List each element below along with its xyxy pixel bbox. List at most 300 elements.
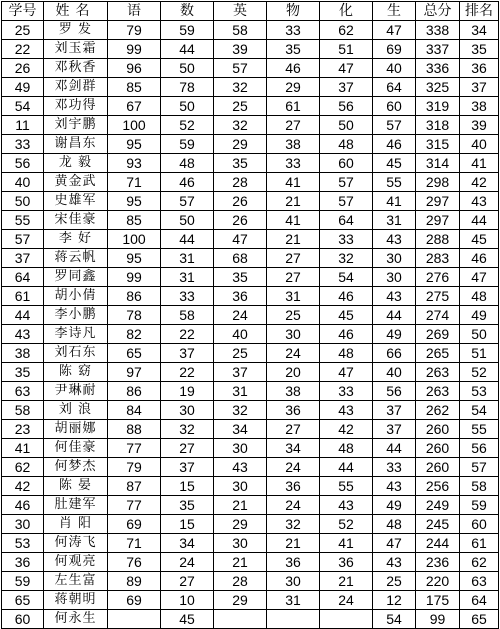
table-row [2, 211, 499, 230]
math-score-cell: 22 [161, 325, 214, 344]
student-name-cell: 刘 浪 [44, 401, 108, 420]
biology-score-cell: 44 [373, 306, 416, 325]
chemistry-score-cell: 57 [320, 173, 373, 192]
english-score-cell: 39 [214, 40, 267, 59]
physics-score-cell [267, 610, 320, 629]
table-row [2, 382, 499, 401]
chinese-score-cell: 95 [108, 249, 161, 268]
chemistry-score-cell: 32 [320, 249, 373, 268]
biology-score-cell: 69 [373, 40, 416, 59]
rank-cell: 62 [460, 553, 499, 572]
math-score-cell: 45 [161, 610, 214, 629]
student-id-cell: 33 [2, 135, 44, 154]
chinese-score-cell: 79 [108, 458, 161, 477]
rank-cell: 65 [460, 610, 499, 629]
student-id-cell: 57 [2, 230, 44, 249]
student-name-cell: 李 好 [44, 230, 108, 249]
rank-cell: 61 [460, 534, 499, 553]
total-score-cell: 175 [416, 591, 460, 610]
student-id-cell: 64 [2, 268, 44, 287]
physics-score-cell: 24 [267, 458, 320, 477]
english-score-cell: 26 [214, 211, 267, 230]
header-chemistry: 化 [320, 2, 373, 21]
physics-score-cell: 27 [267, 420, 320, 439]
table-row [2, 21, 499, 40]
student-name-cell: 肚建军 [44, 496, 108, 515]
english-score-cell: 21 [214, 496, 267, 515]
table-row [2, 534, 499, 553]
chinese-score-cell: 65 [108, 344, 161, 363]
student-id-cell: 36 [2, 553, 44, 572]
chemistry-score-cell: 46 [320, 287, 373, 306]
rank-cell: 40 [460, 135, 499, 154]
biology-score-cell: 30 [373, 249, 416, 268]
math-score-cell: 15 [161, 477, 214, 496]
chemistry-score-cell: 54 [320, 268, 373, 287]
english-score-cell: 57 [214, 59, 267, 78]
biology-score-cell: 30 [373, 268, 416, 287]
student-id-cell: 46 [2, 496, 44, 515]
student-name-cell: 黄金武 [44, 173, 108, 192]
student-id-cell: 63 [2, 382, 44, 401]
rank-cell: 51 [460, 344, 499, 363]
physics-score-cell: 36 [267, 553, 320, 572]
table-row [2, 135, 499, 154]
biology-score-cell: 54 [373, 610, 416, 629]
total-score-cell: 276 [416, 268, 460, 287]
chemistry-score-cell: 51 [320, 40, 373, 59]
physics-score-cell: 30 [267, 572, 320, 591]
rank-cell: 49 [460, 306, 499, 325]
chinese-score-cell: 95 [108, 135, 161, 154]
chemistry-score-cell: 57 [320, 192, 373, 211]
english-score-cell: 35 [214, 268, 267, 287]
english-score-cell: 47 [214, 230, 267, 249]
student-id-cell: 22 [2, 40, 44, 59]
table-row [2, 78, 499, 97]
header-english: 英 [214, 2, 267, 21]
english-score-cell: 28 [214, 572, 267, 591]
physics-score-cell: 27 [267, 116, 320, 135]
biology-score-cell: 25 [373, 572, 416, 591]
rank-cell: 48 [460, 287, 499, 306]
physics-score-cell: 38 [267, 135, 320, 154]
chemistry-score-cell: 21 [320, 572, 373, 591]
chemistry-score-cell: 42 [320, 420, 373, 439]
header-biology: 生 [373, 2, 416, 21]
chinese-score-cell [108, 610, 161, 629]
math-score-cell: 19 [161, 382, 214, 401]
table-row [2, 192, 499, 211]
chinese-score-cell: 85 [108, 78, 161, 97]
english-score-cell: 26 [214, 192, 267, 211]
student-name-cell: 何梦杰 [44, 458, 108, 477]
rank-cell: 42 [460, 173, 499, 192]
total-score-cell: 298 [416, 173, 460, 192]
table-row [2, 325, 499, 344]
total-score-cell: 265 [416, 344, 460, 363]
student-id-cell: 54 [2, 97, 44, 116]
student-name-cell: 蒋云帆 [44, 249, 108, 268]
student-name-cell: 胡丽娜 [44, 420, 108, 439]
physics-score-cell: 61 [267, 97, 320, 116]
rank-cell: 56 [460, 439, 499, 458]
chemistry-score-cell: 64 [320, 211, 373, 230]
table-row [2, 306, 499, 325]
chemistry-score-cell: 37 [320, 78, 373, 97]
physics-score-cell: 41 [267, 211, 320, 230]
student-id-cell: 56 [2, 154, 44, 173]
header-rank: 排名 [460, 2, 499, 21]
biology-score-cell: 33 [373, 458, 416, 477]
math-score-cell: 59 [161, 135, 214, 154]
math-score-cell: 50 [161, 211, 214, 230]
english-score-cell: 30 [214, 534, 267, 553]
student-name-cell: 何佳豪 [44, 439, 108, 458]
english-score-cell: 21 [214, 553, 267, 572]
physics-score-cell: 31 [267, 287, 320, 306]
physics-score-cell: 33 [267, 154, 320, 173]
table-row [2, 401, 499, 420]
math-score-cell: 27 [161, 572, 214, 591]
physics-score-cell: 24 [267, 344, 320, 363]
rank-cell: 54 [460, 401, 499, 420]
chemistry-score-cell: 45 [320, 306, 373, 325]
chinese-score-cell: 93 [108, 154, 161, 173]
english-score-cell: 43 [214, 458, 267, 477]
total-score-cell: 336 [416, 59, 460, 78]
math-score-cell: 37 [161, 458, 214, 477]
student-name-cell: 蒋朝明 [44, 591, 108, 610]
math-score-cell: 10 [161, 591, 214, 610]
physics-score-cell: 38 [267, 382, 320, 401]
rank-cell: 55 [460, 420, 499, 439]
rank-cell: 43 [460, 192, 499, 211]
rank-cell: 35 [460, 40, 499, 59]
student-name-cell: 李小鹏 [44, 306, 108, 325]
english-score-cell: 36 [214, 287, 267, 306]
rank-cell: 38 [460, 97, 499, 116]
chinese-score-cell: 71 [108, 534, 161, 553]
chemistry-score-cell: 44 [320, 458, 373, 477]
physics-score-cell: 41 [267, 173, 320, 192]
math-score-cell: 35 [161, 496, 214, 515]
math-score-cell: 30 [161, 401, 214, 420]
physics-score-cell: 33 [267, 21, 320, 40]
total-score-cell: 319 [416, 97, 460, 116]
chinese-score-cell: 71 [108, 173, 161, 192]
physics-score-cell: 25 [267, 306, 320, 325]
english-score-cell: 32 [214, 78, 267, 97]
english-score-cell: 37 [214, 363, 267, 382]
physics-score-cell: 21 [267, 192, 320, 211]
biology-score-cell: 40 [373, 363, 416, 382]
table-row [2, 591, 499, 610]
math-score-cell: 34 [161, 534, 214, 553]
rank-cell: 39 [460, 116, 499, 135]
table-row [2, 287, 499, 306]
student-id-cell: 58 [2, 401, 44, 420]
chinese-score-cell: 69 [108, 591, 161, 610]
biology-score-cell: 64 [373, 78, 416, 97]
total-score-cell: 269 [416, 325, 460, 344]
student-name-cell: 龙 毅 [44, 154, 108, 173]
chemistry-score-cell: 56 [320, 97, 373, 116]
student-id-cell: 38 [2, 344, 44, 363]
biology-score-cell: 48 [373, 515, 416, 534]
table-row [2, 344, 499, 363]
table-row [2, 154, 499, 173]
student-id-cell: 59 [2, 572, 44, 591]
math-score-cell: 24 [161, 553, 214, 572]
student-id-cell: 30 [2, 515, 44, 534]
english-score-cell: 29 [214, 591, 267, 610]
chinese-score-cell: 84 [108, 401, 161, 420]
math-score-cell: 50 [161, 97, 214, 116]
english-score-cell: 32 [214, 116, 267, 135]
physics-score-cell: 30 [267, 325, 320, 344]
physics-score-cell: 32 [267, 515, 320, 534]
chinese-score-cell: 82 [108, 325, 161, 344]
student-id-cell: 40 [2, 173, 44, 192]
student-name-cell: 左生富 [44, 572, 108, 591]
header-student-id: 学号 [2, 2, 44, 21]
chemistry-score-cell: 52 [320, 515, 373, 534]
student-name-cell: 胡小倩 [44, 287, 108, 306]
table-row [2, 173, 499, 192]
math-score-cell: 32 [161, 420, 214, 439]
total-score-cell: 99 [416, 610, 460, 629]
student-name-cell: 何观亮 [44, 553, 108, 572]
table-row [2, 363, 499, 382]
student-name-cell: 肖 阳 [44, 515, 108, 534]
header-chinese: 语 [108, 2, 161, 21]
biology-score-cell: 55 [373, 173, 416, 192]
chinese-score-cell: 99 [108, 268, 161, 287]
math-score-cell: 50 [161, 59, 214, 78]
student-name-cell: 何涛飞 [44, 534, 108, 553]
header-physics: 物 [267, 2, 320, 21]
student-name-cell: 陈 窈 [44, 363, 108, 382]
rank-cell: 34 [460, 21, 499, 40]
chinese-score-cell: 86 [108, 287, 161, 306]
total-score-cell: 245 [416, 515, 460, 534]
rank-cell: 45 [460, 230, 499, 249]
student-id-cell: 26 [2, 59, 44, 78]
math-score-cell: 31 [161, 268, 214, 287]
rank-cell: 53 [460, 382, 499, 401]
biology-score-cell: 44 [373, 439, 416, 458]
english-score-cell: 29 [214, 135, 267, 154]
english-score-cell: 28 [214, 173, 267, 192]
total-score-cell: 244 [416, 534, 460, 553]
table-row [2, 420, 499, 439]
biology-score-cell: 37 [373, 401, 416, 420]
table-row [2, 439, 499, 458]
biology-score-cell: 46 [373, 135, 416, 154]
total-score-cell: 318 [416, 116, 460, 135]
chinese-score-cell: 97 [108, 363, 161, 382]
rank-cell: 50 [460, 325, 499, 344]
table-row [2, 97, 499, 116]
math-score-cell: 31 [161, 249, 214, 268]
math-score-cell: 44 [161, 40, 214, 59]
student-id-cell: 55 [2, 211, 44, 230]
header-row [2, 2, 499, 21]
chinese-score-cell: 87 [108, 477, 161, 496]
english-score-cell: 40 [214, 325, 267, 344]
total-score-cell: 263 [416, 382, 460, 401]
student-name-cell: 史雄军 [44, 192, 108, 211]
english-score-cell: 32 [214, 401, 267, 420]
chinese-score-cell: 89 [108, 572, 161, 591]
chinese-score-cell: 96 [108, 59, 161, 78]
chemistry-score-cell: 46 [320, 325, 373, 344]
physics-score-cell: 36 [267, 401, 320, 420]
english-score-cell: 29 [214, 515, 267, 534]
student-id-cell: 61 [2, 287, 44, 306]
math-score-cell: 48 [161, 154, 214, 173]
total-score-cell: 263 [416, 363, 460, 382]
math-score-cell: 15 [161, 515, 214, 534]
student-id-cell: 53 [2, 534, 44, 553]
student-name-cell: 罗 发 [44, 21, 108, 40]
chinese-score-cell: 85 [108, 211, 161, 230]
biology-score-cell: 47 [373, 534, 416, 553]
student-name-cell: 谢昌东 [44, 135, 108, 154]
student-id-cell: 50 [2, 192, 44, 211]
rank-cell: 64 [460, 591, 499, 610]
header-name: 姓名 [44, 2, 108, 21]
biology-score-cell: 31 [373, 211, 416, 230]
biology-score-cell: 66 [373, 344, 416, 363]
total-score-cell: 314 [416, 154, 460, 173]
english-score-cell: 25 [214, 344, 267, 363]
chemistry-score-cell: 48 [320, 344, 373, 363]
student-id-cell: 43 [2, 325, 44, 344]
rank-cell: 47 [460, 268, 499, 287]
student-id-cell: 35 [2, 363, 44, 382]
student-id-cell: 42 [2, 477, 44, 496]
student-id-cell: 25 [2, 21, 44, 40]
total-score-cell: 325 [416, 78, 460, 97]
student-id-cell: 41 [2, 439, 44, 458]
total-score-cell: 236 [416, 553, 460, 572]
score-table [1, 1, 499, 629]
table-row [2, 268, 499, 287]
student-id-cell: 62 [2, 458, 44, 477]
chemistry-score-cell: 48 [320, 439, 373, 458]
math-score-cell: 46 [161, 173, 214, 192]
physics-score-cell: 20 [267, 363, 320, 382]
math-score-cell: 33 [161, 287, 214, 306]
physics-score-cell: 27 [267, 249, 320, 268]
biology-score-cell: 12 [373, 591, 416, 610]
english-score-cell: 34 [214, 420, 267, 439]
math-score-cell: 52 [161, 116, 214, 135]
math-score-cell: 44 [161, 230, 214, 249]
table-row [2, 572, 499, 591]
english-score-cell [214, 610, 267, 629]
total-score-cell: 220 [416, 572, 460, 591]
english-score-cell: 31 [214, 382, 267, 401]
math-score-cell: 57 [161, 192, 214, 211]
student-name-cell: 刘石东 [44, 344, 108, 363]
english-score-cell: 35 [214, 154, 267, 173]
table-row [2, 40, 499, 59]
physics-score-cell: 46 [267, 59, 320, 78]
total-score-cell: 260 [416, 458, 460, 477]
chemistry-score-cell: 43 [320, 401, 373, 420]
english-score-cell: 68 [214, 249, 267, 268]
total-score-cell: 260 [416, 420, 460, 439]
biology-score-cell: 49 [373, 496, 416, 515]
math-score-cell: 22 [161, 363, 214, 382]
total-score-cell: 249 [416, 496, 460, 515]
biology-score-cell: 43 [373, 230, 416, 249]
physics-score-cell: 21 [267, 534, 320, 553]
rank-cell: 63 [460, 572, 499, 591]
chinese-score-cell: 86 [108, 382, 161, 401]
student-id-cell: 11 [2, 116, 44, 135]
table-row [2, 477, 499, 496]
chemistry-score-cell: 36 [320, 553, 373, 572]
rank-cell: 37 [460, 78, 499, 97]
chinese-score-cell: 67 [108, 97, 161, 116]
chemistry-score-cell: 33 [320, 382, 373, 401]
rank-cell: 57 [460, 458, 499, 477]
total-score-cell: 256 [416, 477, 460, 496]
chemistry-score-cell: 47 [320, 363, 373, 382]
math-score-cell: 27 [161, 439, 214, 458]
rank-cell: 44 [460, 211, 499, 230]
total-score-cell: 288 [416, 230, 460, 249]
english-score-cell: 30 [214, 439, 267, 458]
rank-cell: 60 [460, 515, 499, 534]
biology-score-cell: 43 [373, 287, 416, 306]
chemistry-score-cell [320, 610, 373, 629]
chemistry-score-cell: 60 [320, 154, 373, 173]
total-score-cell: 297 [416, 211, 460, 230]
table-row [2, 515, 499, 534]
total-score-cell: 315 [416, 135, 460, 154]
rank-cell: 52 [460, 363, 499, 382]
chinese-score-cell: 77 [108, 496, 161, 515]
english-score-cell: 24 [214, 306, 267, 325]
header-math: 数 [161, 2, 214, 21]
math-score-cell: 78 [161, 78, 214, 97]
total-score-cell: 297 [416, 192, 460, 211]
chinese-score-cell: 77 [108, 439, 161, 458]
chemistry-score-cell: 43 [320, 496, 373, 515]
table-row [2, 116, 499, 135]
rank-cell: 46 [460, 249, 499, 268]
student-id-cell: 65 [2, 591, 44, 610]
chinese-score-cell: 78 [108, 306, 161, 325]
physics-score-cell: 35 [267, 40, 320, 59]
total-score-cell: 283 [416, 249, 460, 268]
student-name-cell: 陈 晏 [44, 477, 108, 496]
chinese-score-cell: 95 [108, 192, 161, 211]
physics-score-cell: 34 [267, 439, 320, 458]
student-id-cell: 23 [2, 420, 44, 439]
biology-score-cell: 57 [373, 116, 416, 135]
student-id-cell: 37 [2, 249, 44, 268]
biology-score-cell: 60 [373, 97, 416, 116]
math-score-cell: 59 [161, 21, 214, 40]
biology-score-cell: 40 [373, 59, 416, 78]
physics-score-cell: 21 [267, 230, 320, 249]
